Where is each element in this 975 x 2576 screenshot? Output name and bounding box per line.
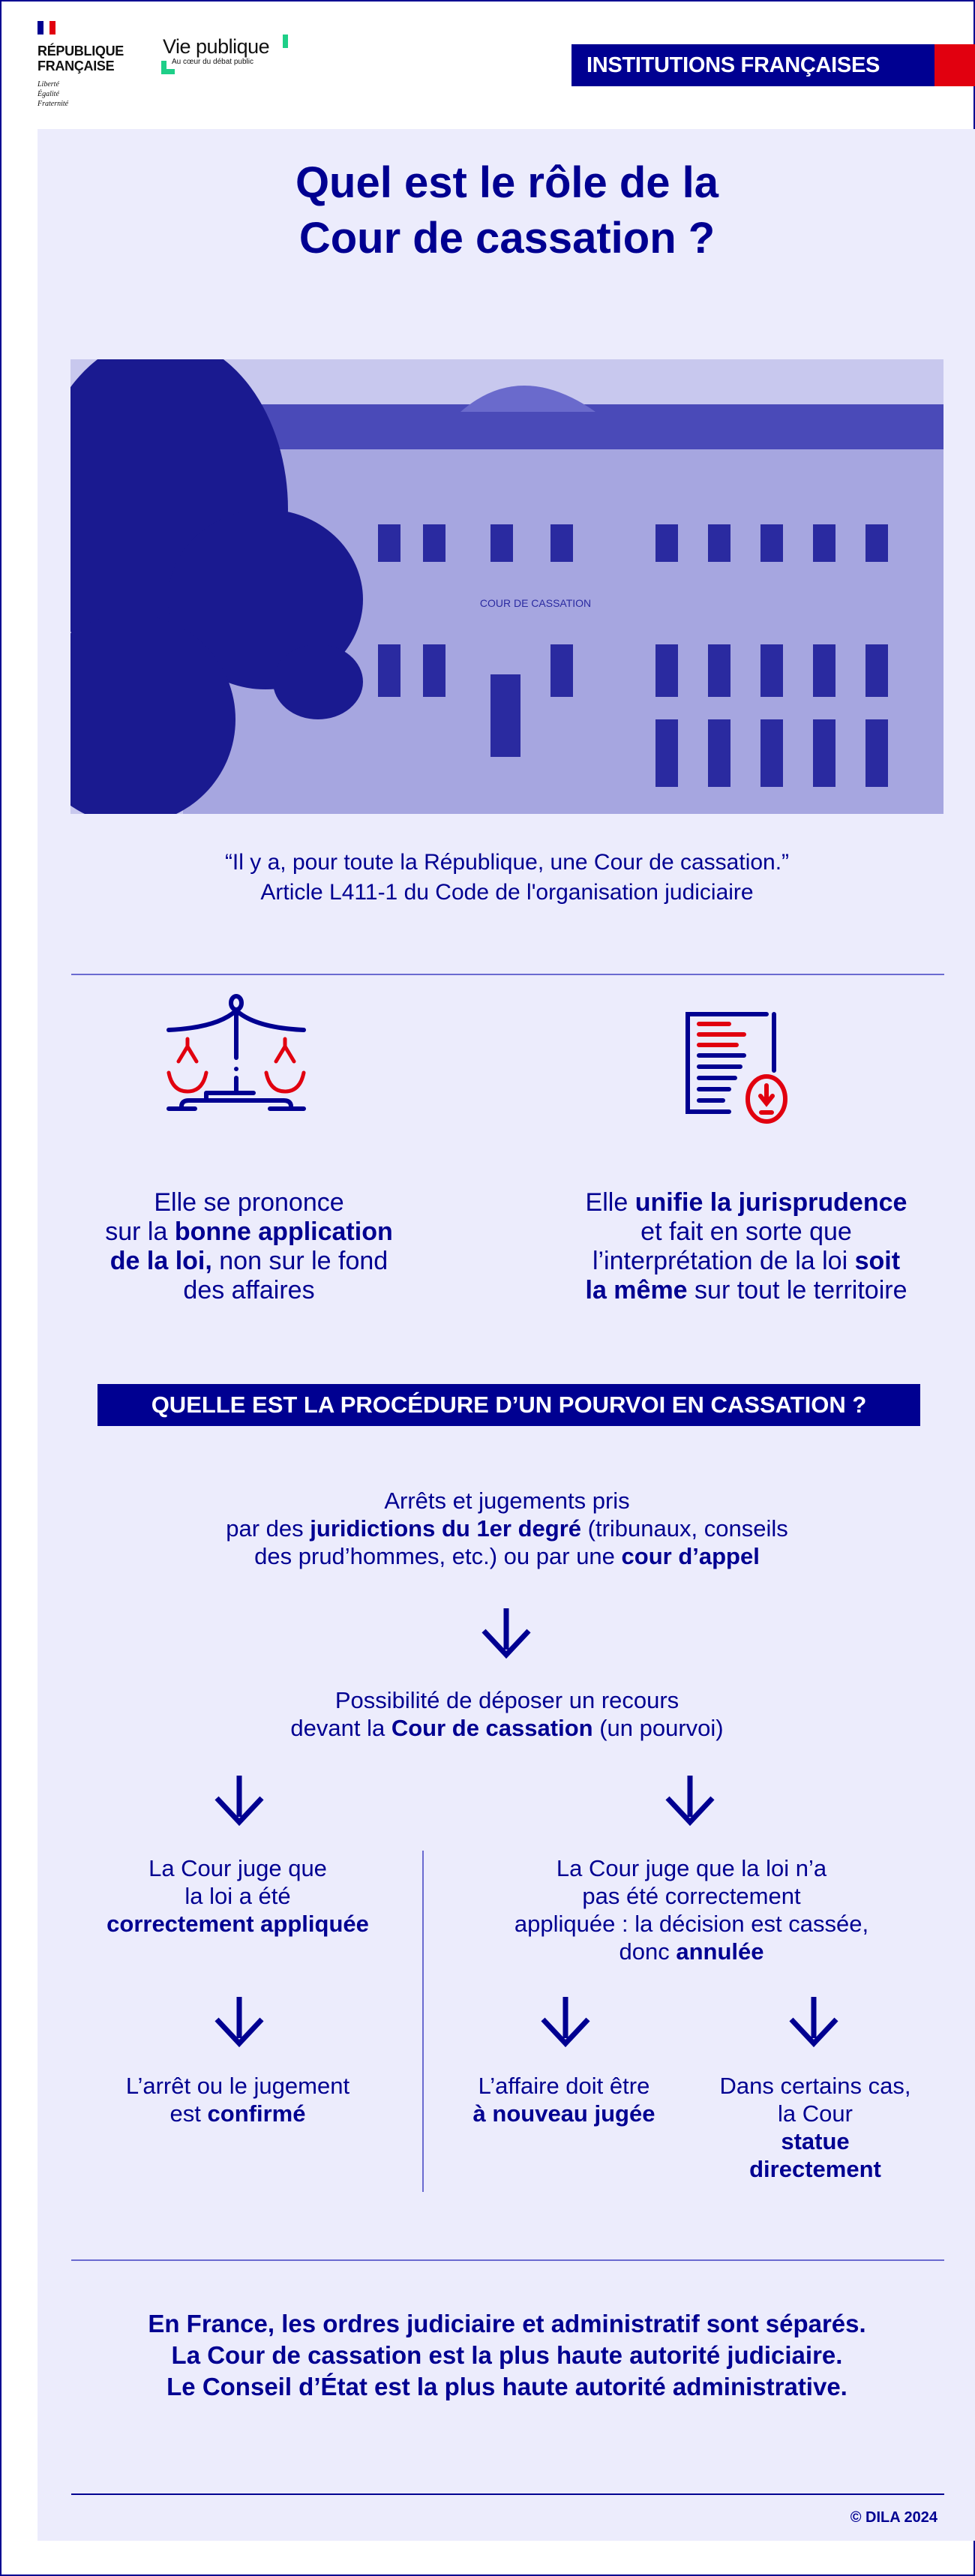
text: Elle bbox=[585, 1188, 635, 1217]
text: L’arrêt ou le jugement bbox=[125, 2073, 350, 2099]
text: des prud’hommes, etc.) ou par une bbox=[254, 1543, 622, 1569]
french-flag-icon bbox=[38, 21, 56, 35]
text: est bbox=[170, 2100, 208, 2127]
courthouse-photo bbox=[70, 359, 944, 814]
text-bold: statue bbox=[781, 2128, 850, 2154]
rf-name-line: FRANÇAISE bbox=[38, 59, 115, 74]
arrow-down-icon bbox=[788, 1997, 840, 2049]
logo-corner-mark bbox=[283, 35, 288, 48]
quote-block bbox=[38, 848, 975, 908]
conclusion-line: La Cour de cassation est la plus haute autorité judiciaire. bbox=[171, 2341, 843, 2369]
text-bold: la même bbox=[585, 1276, 688, 1305]
text-bold: Cour de cassation bbox=[391, 1715, 593, 1741]
document-download-icon bbox=[684, 1010, 796, 1130]
quote-source: Article L411-1 du Code de l'organisation judiciaire bbox=[260, 880, 754, 905]
text: la loi a été bbox=[184, 1883, 291, 1909]
quote-text: “Il y a, pour toute la République, une Cour de cassation.” bbox=[224, 850, 790, 875]
text-bold: cour d’appel bbox=[621, 1543, 760, 1569]
text: non sur le fond bbox=[212, 1247, 388, 1275]
result-direct-ruling bbox=[695, 2072, 935, 2183]
text: et fait en sorte que bbox=[640, 1217, 852, 1246]
text: Elle se prononce bbox=[154, 1188, 344, 1217]
text: La Cour juge que la loi n’a bbox=[556, 1855, 827, 1881]
result-confirmed bbox=[54, 2072, 422, 2127]
arrow-down-icon bbox=[664, 1776, 716, 1828]
outcome-quashed bbox=[452, 1854, 932, 1965]
conclusion-line: Le Conseil d’État est la plus haute autorité administrative. bbox=[166, 2373, 848, 2400]
divider bbox=[71, 2259, 944, 2261]
arrow-down-icon bbox=[539, 1997, 592, 2049]
text: Possibilité de déposer un recours bbox=[334, 1687, 680, 1713]
republique-francaise-logo bbox=[38, 21, 124, 109]
text: l’interprétation de la loi bbox=[592, 1247, 855, 1275]
arrow-down-icon bbox=[213, 1997, 266, 2049]
scales-of-justice-icon bbox=[165, 994, 308, 1118]
page-title bbox=[38, 155, 975, 266]
vie-publique-logo bbox=[163, 35, 269, 66]
motto-line: Fraternité bbox=[38, 100, 69, 108]
step-decisions bbox=[38, 1487, 975, 1570]
text-bold: soit bbox=[854, 1247, 901, 1275]
text-bold: annulée bbox=[676, 1938, 764, 1965]
role-judicial-control bbox=[39, 1188, 459, 1305]
text-bold: bonne application bbox=[174, 1217, 393, 1246]
category-banner bbox=[572, 44, 975, 86]
motto-line: Liberté bbox=[38, 80, 59, 89]
role-unify-jurisprudence bbox=[529, 1188, 964, 1305]
title-line: Cour de cassation ? bbox=[298, 214, 716, 263]
step-appeal bbox=[38, 1686, 975, 1742]
logo-corner-mark bbox=[161, 61, 175, 74]
conclusion-line: En France, les ordres judiciaire et administratif sont séparés. bbox=[148, 2310, 866, 2337]
divider bbox=[71, 974, 944, 975]
text-bold: de la loi, bbox=[110, 1247, 212, 1275]
text: appliquée : la décision est cassée, bbox=[514, 1911, 869, 1937]
text: Arrêts et jugements pris bbox=[384, 1488, 630, 1514]
rf-name-line: RÉPUBLIQUE bbox=[38, 44, 124, 59]
copyright: © DILA 2024 bbox=[850, 2509, 938, 2526]
banner-red-block bbox=[934, 44, 975, 86]
text-bold: unifie la jurisprudence bbox=[634, 1188, 908, 1217]
text-bold: juridictions du 1er degré bbox=[310, 1515, 582, 1542]
text-bold: directement bbox=[749, 2156, 881, 2182]
text: L’affaire doit être bbox=[478, 2073, 650, 2099]
text: sur tout le territoire bbox=[687, 1276, 908, 1305]
text: des affaires bbox=[183, 1276, 315, 1305]
text-bold: correctement appliquée bbox=[106, 1911, 369, 1937]
text: donc bbox=[619, 1938, 676, 1965]
column-divider bbox=[422, 1851, 424, 2192]
photo-inscription: COUR DE CASSATION bbox=[479, 597, 592, 609]
text: sur la bbox=[105, 1217, 175, 1246]
text: par des bbox=[226, 1515, 310, 1542]
text: pas été correctement bbox=[582, 1883, 801, 1909]
text: devant la bbox=[290, 1715, 392, 1741]
motto-line: Égalité bbox=[38, 90, 59, 98]
arrow-down-icon bbox=[213, 1776, 266, 1828]
title-line: Quel est le rôle de la bbox=[295, 158, 719, 207]
outcome-correct bbox=[54, 1854, 422, 1938]
text: (un pourvoi) bbox=[592, 1715, 724, 1741]
divider bbox=[71, 2493, 944, 2495]
vie-publique-subtitle: Au cœur du débat public bbox=[172, 58, 254, 66]
text-bold: confirmé bbox=[207, 2100, 306, 2127]
text: La Cour juge que bbox=[148, 1855, 327, 1881]
procedure-heading: QUELLE EST LA PROCÉDURE D’UN POURVOI EN CASSATION ? bbox=[98, 1384, 920, 1426]
text-bold: à nouveau jugée bbox=[472, 2100, 656, 2127]
result-retrial bbox=[444, 2072, 684, 2127]
conclusion bbox=[38, 2308, 975, 2403]
text: la Cour bbox=[778, 2100, 853, 2127]
category-label: INSTITUTIONS FRANÇAISES bbox=[586, 53, 880, 77]
arrow-down-icon bbox=[480, 1608, 532, 1661]
vie-publique-title: Vie publique bbox=[163, 35, 270, 58]
text: Dans certains cas, bbox=[719, 2073, 911, 2099]
text: (tribunaux, conseils bbox=[581, 1515, 788, 1542]
